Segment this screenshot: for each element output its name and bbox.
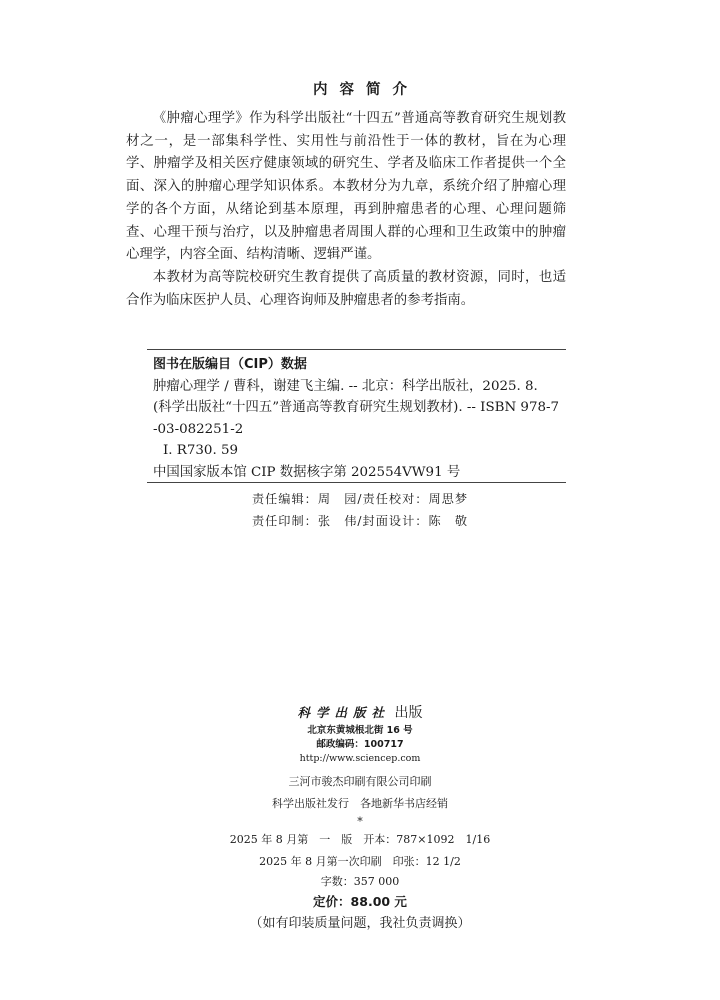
publisher-address: 北京东黄城根北街 16 号: [307, 725, 413, 736]
quality-note: （如有印装质量问题，我社负责调换）: [249, 915, 471, 931]
edition-line: 2025 年 8 月第 一 版 开本：787×1092 1/16: [229, 832, 491, 846]
price: 定价：88.00 元: [313, 893, 407, 909]
publisher-line: [0, 702, 720, 724]
imprint-separator: *: [357, 814, 363, 828]
publisher-postcode: 邮政编码：100717: [316, 739, 404, 751]
cip-title: 图书在版编目（CIP）数据: [153, 357, 307, 372]
cip-line: Ⅰ. R730. 59: [163, 443, 238, 458]
publisher-suffix: 出版: [394, 705, 423, 721]
cip-line: (科学出版社“十四五”普通高等教育研究生规划教材). -- ISBN 978-7: [153, 400, 560, 415]
credits-line: 责任印制：张 伟/封面设计：陈 敬: [251, 514, 469, 528]
distribution-line: 科学出版社发行 各地新华书店经销: [272, 796, 448, 810]
summary-paragraph: 本教材为高等院校研究生教育提供了高质量的教材资源，同时，也适合作为临床医护人员、心理咨询师及肿瘤患者的参考指南。: [126, 269, 566, 308]
printing-line: 2025 年 8 月第一次印刷 印张：12 1/2: [259, 854, 461, 868]
printer-line: 三河市骏杰印刷有限公司印刷: [288, 774, 432, 788]
editorial-credits: [0, 488, 720, 532]
publisher-logo: 科学出版社: [297, 705, 391, 720]
summary-heading: 内容简介: [313, 82, 419, 98]
cip-line: -03-082251-2: [153, 421, 244, 437]
summary-text: [126, 108, 566, 312]
summary-paragraph: 《肿瘤心理学》作为科学出版社“十四五”普通高等教育研究生规划教材之一，是一部集科学性、实用性与前沿性于一体的教材，旨在为心理学、肿瘤学及相关医疗健康领域的研究生、学者及临床工作者提供一个全面、深入的肿瘤心理学知识体系。本教材分为九章，系统介绍了肿瘤心理学的各个方面，从绪论到基本原理，再到肿瘤患者的心理、心理问题筛查、心理干预与治疗，以及肿瘤患者周围人群的心理和卫生政策中的肿瘤心理学，内容全面、结构清晰、逻辑严谨。: [126, 111, 566, 263]
imprint-block: [0, 702, 720, 936]
publisher-website: http://www.sciencep.com: [299, 753, 421, 765]
cip-bottom-rule: [147, 482, 566, 483]
cip-top-rule: [147, 349, 566, 350]
credits-line: 责任编辑：周 园/责任校对：周思梦: [251, 492, 469, 506]
word-count: 字数：357 000: [320, 874, 400, 888]
cip-line: 中国国家版本馆 CIP 数据核字第 202554VW91 号: [153, 464, 461, 480]
cip-block: [153, 354, 566, 483]
cip-line: 肿瘤心理学 / 曹科，谢建飞主编. -- 北京：科学出版社，2025. 8.: [153, 378, 538, 394]
